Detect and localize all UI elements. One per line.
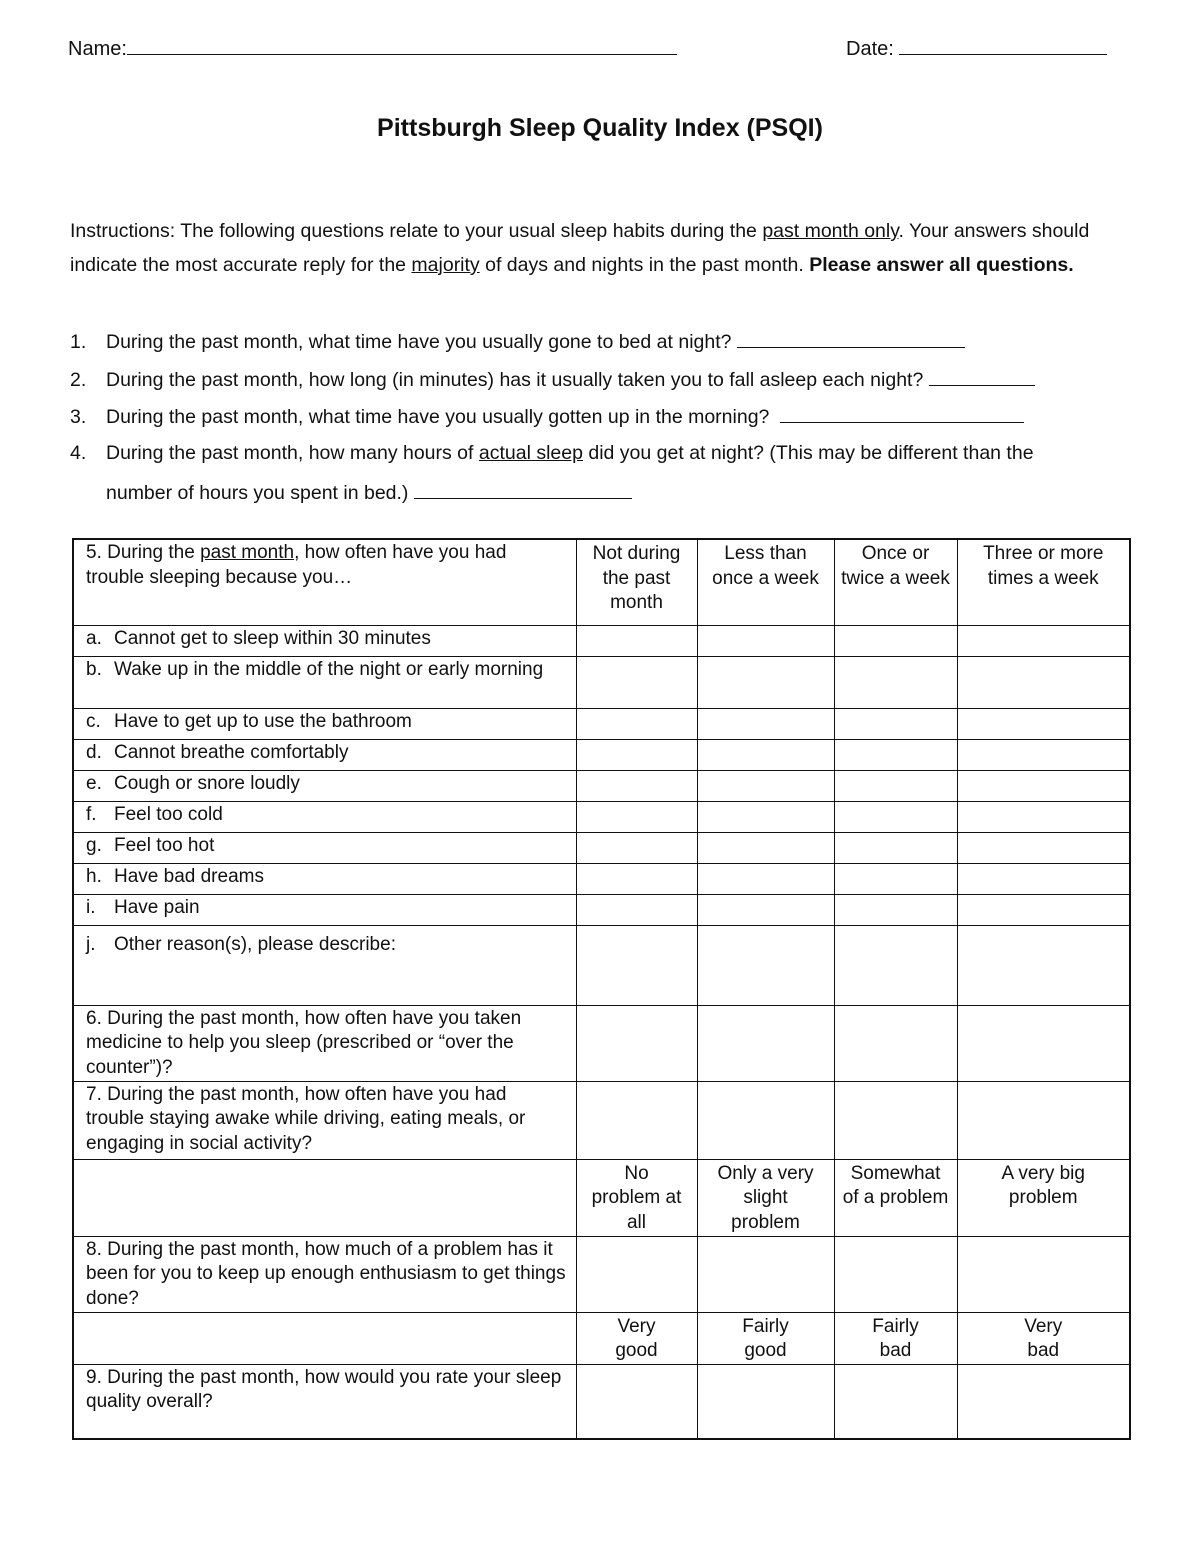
answer-cell[interactable] [576, 1081, 697, 1159]
answer-cell[interactable] [834, 925, 957, 1005]
q5-text-a: 5. During the [86, 542, 201, 563]
instructions-text-2: . Your answers should indicate the most accurate reply for the [70, 220, 1090, 276]
question-1 [70, 329, 965, 354]
question-3 [70, 404, 1024, 429]
problem-header-row [73, 1159, 1130, 1236]
answer-cell[interactable] [697, 770, 834, 801]
option-header: Fairly good [697, 1312, 834, 1364]
item-letter: b. [86, 658, 102, 680]
answer-cell[interactable] [576, 625, 697, 656]
instructions-text-1: Instructions: The following questions relate to your usual sleep habits during the [70, 220, 763, 242]
date-field [846, 34, 1107, 61]
question-4 [70, 442, 1034, 465]
page-title: Pittsburgh Sleep Quality Index (PSQI) [377, 114, 823, 142]
table-header-row [73, 539, 1130, 625]
answer-cell[interactable] [697, 1364, 834, 1439]
question-text: During the past month, what time have you usually gotten up in the morning? [106, 406, 770, 428]
q9-text: 9. During the past month, how would you rate your sleep quality overall? [73, 1364, 576, 1439]
row-label-other[interactable] [73, 925, 576, 1005]
item-letter: f. [86, 803, 97, 825]
answer-cell[interactable] [576, 925, 697, 1005]
table-row [73, 801, 1130, 832]
answer-cell[interactable] [576, 739, 697, 770]
answer-cell[interactable] [697, 801, 834, 832]
answer-cell[interactable] [576, 1364, 697, 1439]
item-text: Have to get up to use the bathroom [114, 710, 412, 732]
row-label [73, 863, 576, 894]
table-row [73, 739, 1130, 770]
answer-cell[interactable] [697, 708, 834, 739]
option-header: Not during the past month [576, 539, 697, 625]
question-number: 4. [70, 442, 87, 464]
q5-underline: past month [200, 542, 295, 563]
answer-blank[interactable] [780, 404, 1024, 423]
answer-cell[interactable] [576, 801, 697, 832]
table-row-q6 [73, 1005, 1130, 1081]
answer-cell[interactable] [576, 1236, 697, 1312]
table-row-q9 [73, 1364, 1130, 1439]
row-label [73, 894, 576, 925]
answer-cell[interactable] [697, 894, 834, 925]
item-text: Feel too hot [114, 834, 215, 856]
name-blank[interactable] [127, 34, 677, 55]
answer-cell[interactable] [957, 1081, 1130, 1159]
answer-cell[interactable] [697, 656, 834, 708]
q8-text: 8. During the past month, how much of a problem has it been for you to keep up enough enthusiasm to get things done? [73, 1236, 576, 1312]
answer-blank[interactable] [737, 329, 965, 348]
answer-cell[interactable] [576, 1005, 697, 1081]
item-text: Cough or snore loudly [114, 772, 300, 794]
answer-cell[interactable] [697, 1236, 834, 1312]
option-header: Very good [576, 1312, 697, 1364]
question-2 [70, 367, 1035, 392]
item-letter: g. [86, 834, 102, 856]
q5-header [73, 539, 576, 625]
row-label [73, 739, 576, 770]
table-row-q7 [73, 1081, 1130, 1159]
answer-cell[interactable] [576, 863, 697, 894]
table-row [73, 925, 1130, 1005]
option-header: No problem at all [576, 1159, 697, 1236]
answer-cell[interactable] [576, 832, 697, 863]
answer-cell[interactable] [834, 770, 957, 801]
item-letter: d. [86, 741, 102, 763]
table-row [73, 708, 1130, 739]
answer-cell[interactable] [834, 801, 957, 832]
row-label [73, 801, 576, 832]
answer-cell[interactable] [834, 1081, 957, 1159]
answer-cell[interactable] [957, 801, 1130, 832]
q7-text: 7. During the past month, how often have you had trouble staying awake while driving, eating meals, or engaging in social activity? [73, 1081, 576, 1159]
answer-blank[interactable] [414, 480, 632, 499]
answer-cell[interactable] [834, 708, 957, 739]
blank-header-cell [73, 1312, 576, 1364]
answer-cell[interactable] [957, 832, 1130, 863]
answer-cell[interactable] [576, 708, 697, 739]
answer-cell[interactable] [957, 1364, 1130, 1439]
question-number: 3. [70, 406, 87, 428]
question-text: number of hours you spent in bed.) [106, 482, 409, 504]
answer-cell[interactable] [834, 1005, 957, 1081]
question-number: 1. [70, 331, 87, 353]
instructions [70, 214, 1150, 282]
row-label [73, 656, 576, 708]
answer-cell[interactable] [697, 925, 834, 1005]
option-header: Three or more times a week [957, 539, 1130, 625]
quality-header-row [73, 1312, 1130, 1364]
option-header: Only a very slight problem [697, 1159, 834, 1236]
answer-cell[interactable] [834, 656, 957, 708]
q6-text: 6. During the past month, how often have you taken medicine to help you sleep (prescribed or “over the counter”)? [73, 1005, 576, 1081]
row-label [73, 625, 576, 656]
name-label: Name: [68, 38, 127, 60]
answer-cell[interactable] [576, 770, 697, 801]
answer-cell[interactable] [957, 770, 1130, 801]
answer-cell[interactable] [697, 1081, 834, 1159]
answer-cell[interactable] [957, 656, 1130, 708]
table-row [73, 625, 1130, 656]
blank-header-cell [73, 1159, 576, 1236]
option-header: Fairly bad [834, 1312, 957, 1364]
answer-cell[interactable] [957, 894, 1130, 925]
answer-cell[interactable] [834, 625, 957, 656]
question-4-continued [106, 480, 632, 505]
option-header: Somewhat of a problem [834, 1159, 957, 1236]
date-blank[interactable] [899, 34, 1107, 55]
item-text: Have bad dreams [114, 865, 264, 887]
item-text: Cannot breathe comfortably [114, 741, 349, 763]
question-text: did you get at night? (This may be different than the [582, 442, 1034, 464]
answer-cell[interactable] [576, 894, 697, 925]
answer-cell[interactable] [957, 739, 1130, 770]
answer-cell[interactable] [697, 863, 834, 894]
answer-cell[interactable] [834, 1236, 957, 1312]
answer-cell[interactable] [957, 925, 1130, 1005]
table-row-q8 [73, 1236, 1130, 1312]
row-label [73, 770, 576, 801]
instructions-underline-1: past month only [762, 220, 899, 242]
answer-cell[interactable] [957, 708, 1130, 739]
item-letter: h. [86, 865, 102, 887]
table-row [73, 770, 1130, 801]
item-letter: c. [86, 710, 101, 732]
answer-cell[interactable] [957, 1236, 1130, 1312]
name-field [68, 34, 677, 61]
sleep-frequency-table [72, 538, 1131, 1440]
item-text: Cannot get to sleep within 30 minutes [114, 627, 431, 649]
table-row [73, 832, 1130, 863]
table-row [73, 894, 1130, 925]
answer-cell[interactable] [834, 739, 957, 770]
question-underline: actual sleep [478, 442, 583, 464]
instructions-underline-2: majority [411, 254, 480, 276]
option-header: Once or twice a week [834, 539, 957, 625]
item-letter: j. [86, 933, 96, 955]
answer-cell[interactable] [957, 625, 1130, 656]
question-number: 2. [70, 369, 87, 391]
question-text: During the past month, how many hours of [106, 442, 479, 464]
option-header: Less than once a week [697, 539, 834, 625]
item-letter: e. [86, 772, 102, 794]
item-text: Feel too cold [114, 803, 223, 825]
item-text: Other reason(s), please describe: [114, 933, 396, 955]
table-row [73, 863, 1130, 894]
answer-cell[interactable] [957, 863, 1130, 894]
answer-blank[interactable] [929, 367, 1035, 386]
answer-cell[interactable] [697, 739, 834, 770]
instructions-text-3: of days and nights in the past month. [479, 254, 810, 276]
row-label [73, 832, 576, 863]
item-letter: i. [86, 896, 96, 918]
answer-cell[interactable] [834, 894, 957, 925]
option-header: A very big problem [957, 1159, 1130, 1236]
answer-cell[interactable] [834, 1364, 957, 1439]
answer-cell[interactable] [697, 1005, 834, 1081]
answer-cell[interactable] [576, 656, 697, 708]
item-text: Have pain [114, 896, 200, 918]
question-text: During the past month, how long (in minutes) has it usually taken you to fall asleep each night? [106, 369, 924, 391]
answer-cell[interactable] [834, 832, 957, 863]
table-row [73, 656, 1130, 708]
question-text: During the past month, what time have you usually gone to bed at night? [106, 331, 732, 353]
answer-cell[interactable] [957, 1005, 1130, 1081]
item-text: Wake up in the middle of the night or early morning [114, 658, 544, 680]
answer-cell[interactable] [697, 832, 834, 863]
answer-cell[interactable] [834, 863, 957, 894]
instructions-bold: Please answer all questions. [809, 254, 1074, 276]
item-letter: a. [86, 627, 102, 649]
date-label: Date: [846, 38, 894, 60]
option-header: Very bad [957, 1312, 1130, 1364]
q5-text-b: , how often have you had trouble sleeping because you… [86, 542, 507, 588]
answer-cell[interactable] [697, 625, 834, 656]
row-label [73, 708, 576, 739]
